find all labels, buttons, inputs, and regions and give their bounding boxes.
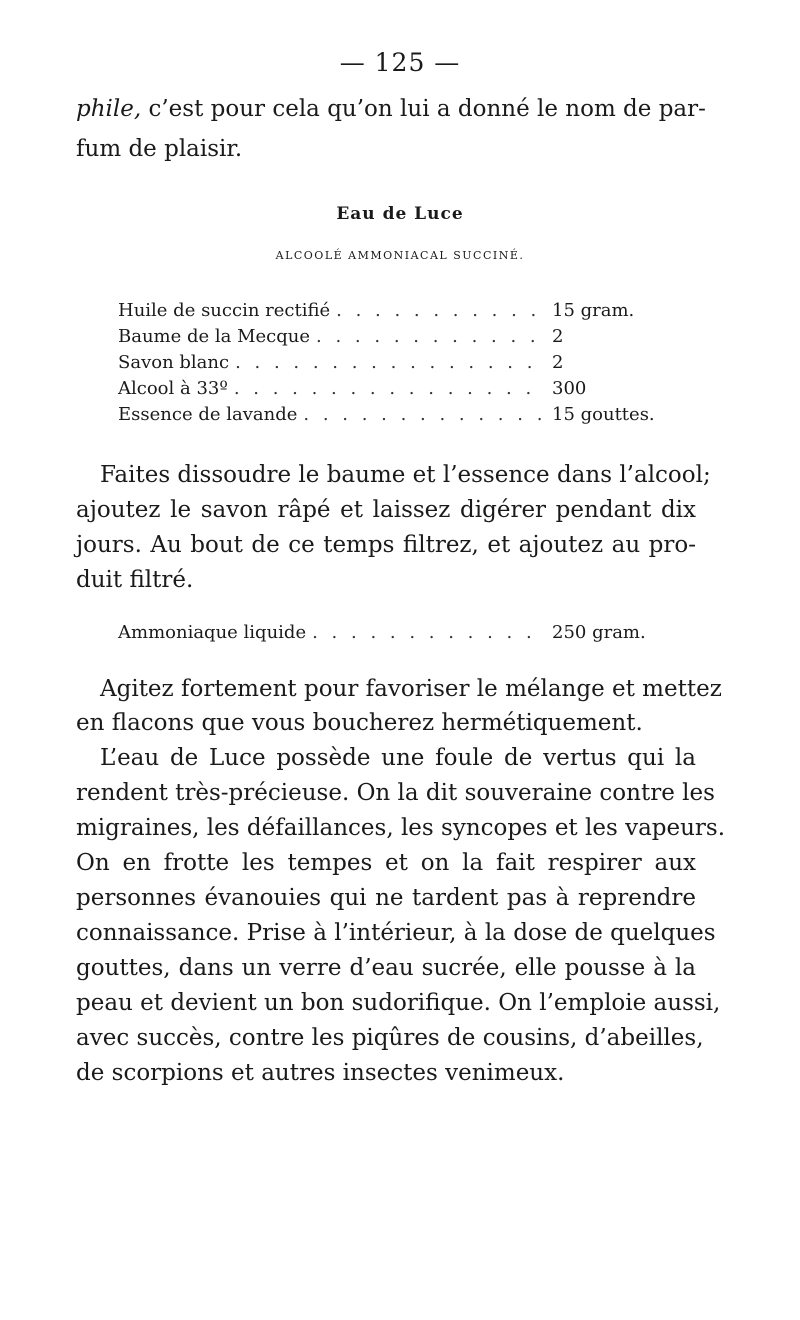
ingredient-name: Alcool à 33º	[118, 378, 228, 399]
dot-leader	[316, 328, 546, 346]
paragraph-line: de scorpions et autres insectes venimeux.	[76, 1060, 565, 1086]
ingredient-row	[118, 380, 678, 398]
instruction-line: jours. Au bout de ce temps filtrez, et ajoutez au pro-	[76, 532, 696, 558]
ingredient-name: Baume de la Mecque	[118, 326, 311, 347]
ingredient-name: Ammoniaque liquide	[118, 622, 307, 643]
recipe-title: Eau de Luce	[336, 204, 464, 224]
intro-line-1	[76, 96, 706, 122]
page-number: — 125 —	[339, 48, 461, 77]
ingredient-qty: 2	[552, 352, 564, 373]
dot-leader	[336, 302, 546, 320]
ingredient-name: Huile de succin rectifié	[118, 300, 331, 321]
ingredient-row	[118, 302, 678, 320]
ingredient-row	[118, 406, 678, 424]
intro-line-1-text: c’est pour cela qu’on lui a donné le nom de par-	[141, 96, 706, 122]
intro-line-2: fum de plaisir.	[76, 136, 243, 162]
paragraph-line: Agitez fortement pour favoriser le mélange et mettez	[100, 676, 722, 702]
ingredient-qty: 2	[552, 326, 564, 347]
recipe-subtitle: ALCOOLÉ AMMONIACAL SUCCINÉ.	[275, 249, 525, 262]
instruction-line: ajoutez le savon râpé et laissez digérer pendant dix	[76, 497, 696, 523]
dot-leader	[303, 406, 546, 424]
paragraph-line: avec succès, contre les piqûres de cousins, d’abeilles,	[76, 1025, 704, 1051]
ingredient-row	[118, 328, 678, 346]
paragraph-line: gouttes, dans un verre d’eau sucrée, elle pousse à la	[76, 955, 696, 981]
ingredient-qty: 15 gram.	[552, 300, 635, 321]
dot-leader	[234, 380, 546, 398]
intro-italic-word: phile,	[76, 96, 142, 122]
paragraph-line: rendent très-précieuse. On la dit souveraine contre les	[76, 780, 715, 806]
ingredient-qty: 250 gram.	[552, 622, 646, 643]
paragraph-line: migraines, les défaillances, les syncopes et les vapeurs.	[76, 815, 726, 841]
ammonia-row	[118, 624, 678, 642]
paragraph-line: L’eau de Luce possède une foule de vertus qui la	[100, 745, 696, 771]
dot-leader	[235, 354, 546, 372]
instruction-line: duit filtré.	[76, 567, 194, 593]
dot-leader	[312, 624, 546, 642]
instruction-line: Faites dissoudre le baume et l’essence dans l’alcool;	[100, 462, 711, 488]
ingredient-qty: 300	[552, 378, 587, 399]
ingredient-qty: 15 gouttes.	[552, 404, 655, 425]
paragraph-line: connaissance. Prise à l’intérieur, à la dose de quelques	[76, 920, 716, 946]
paragraph-line: personnes évanouies qui ne tardent pas à reprendre	[76, 885, 696, 911]
paragraph-line: peau et devient un bon sudorifique. On l’emploie aussi,	[76, 990, 721, 1016]
paragraph-line: en flacons que vous boucherez hermétiquement.	[76, 710, 643, 736]
ingredient-name: Savon blanc	[118, 352, 230, 373]
ingredient-row	[118, 354, 678, 372]
paragraph-line: On en frotte les tempes et on la fait respirer aux	[76, 850, 696, 876]
ingredient-name: Essence de lavande	[118, 404, 298, 425]
